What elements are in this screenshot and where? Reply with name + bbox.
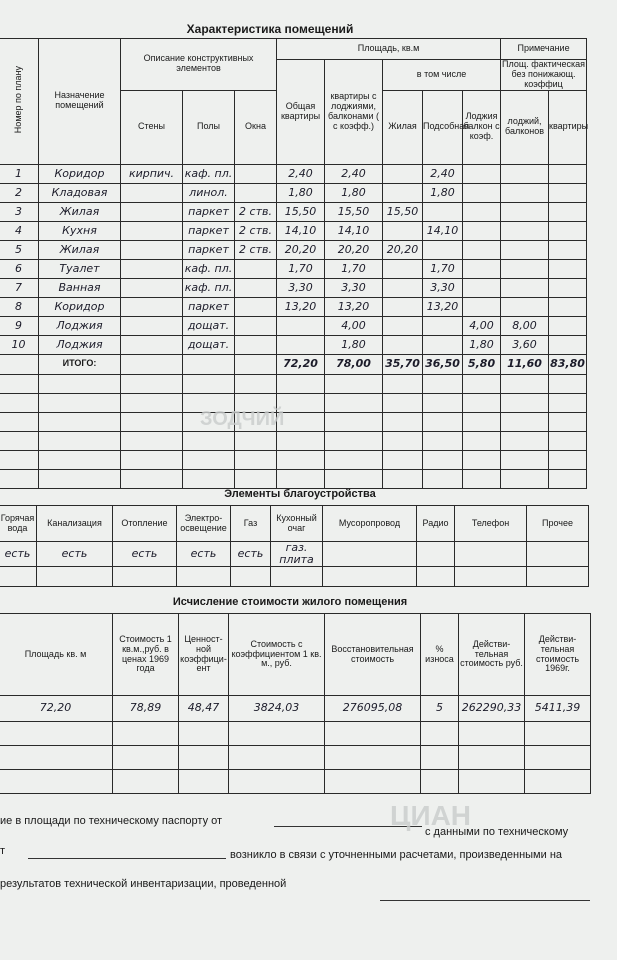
room-cell-name: Кухня: [39, 221, 121, 240]
room-cell-total: 14,10: [277, 221, 325, 240]
room-cell-win: [235, 164, 277, 183]
room-cell-nl: [501, 240, 549, 259]
room-cell-name: Ванная: [39, 278, 121, 297]
room-cell-win: [235, 183, 277, 202]
room-cell-log: [463, 164, 501, 183]
room-cell-aux: 1,70: [423, 259, 463, 278]
amenity-value: есть: [0, 542, 37, 567]
room-cell-total: [277, 316, 325, 335]
room-cell-nf: [549, 259, 587, 278]
room-cell-name: Жилая: [39, 202, 121, 221]
header-walls: Стены: [121, 90, 183, 164]
room-cell-nf: [549, 240, 587, 259]
room-cell-liv: 15,50: [383, 202, 423, 221]
room-cell-liv: [383, 164, 423, 183]
room-cell-walls: [121, 221, 183, 240]
header-living: Жилая: [383, 90, 423, 164]
room-cell-nf: [549, 164, 587, 183]
room-cell-nl: [501, 297, 549, 316]
room-cell-liv: [383, 335, 423, 354]
cost-value: 3824,03: [229, 696, 325, 722]
header-incl: в том числе: [383, 60, 501, 91]
room-cell-aux: 14,10: [423, 221, 463, 240]
room-cell-nf: [549, 335, 587, 354]
room-cell-total: 1,80: [277, 183, 325, 202]
amenity-header: Мусоропровод: [323, 506, 417, 542]
room-cell-aux: [423, 240, 463, 259]
room-row: [0, 183, 587, 202]
room-cell-win: [235, 278, 277, 297]
footer-line2a: т: [0, 845, 6, 857]
cost-value: 78,89: [113, 696, 179, 722]
room-cell-floor: каф. пл.: [183, 164, 235, 183]
room-cell-walls: [121, 202, 183, 221]
room-cell-walls: [121, 297, 183, 316]
footer-line3: результатов технической инвентаризации, проведенной: [0, 878, 287, 890]
room-cell-wb: 4,00: [325, 316, 383, 335]
amenity-header: Телефон: [455, 506, 527, 542]
cost-header: Стоимость с коэффициентом 1 кв. м., руб.: [229, 614, 325, 696]
room-cell-wb: 2,40: [325, 164, 383, 183]
room-cell-wb: 1,70: [325, 259, 383, 278]
footer-line1b: с данными по техническому: [425, 826, 569, 838]
section2-title: Элементы благоустройства: [224, 488, 376, 500]
room-cell-n: 4: [0, 221, 39, 240]
amenity-value: есть: [37, 542, 113, 567]
room-cell-win: [235, 297, 277, 316]
room-cell-win: [235, 316, 277, 335]
cost-header: Стоимость 1 кв.м.,руб. в ценах 1969 года: [113, 614, 179, 696]
room-cell-total: 13,20: [277, 297, 325, 316]
room-cell-liv: [383, 297, 423, 316]
section3-title: Исчисление стоимости жилого помещения: [172, 596, 408, 608]
amenity-header: Горячая вода: [0, 506, 37, 542]
room-cell-n: 9: [0, 316, 39, 335]
room-cell-nl: 3,60: [501, 335, 549, 354]
room-cell-nf: [549, 316, 587, 335]
room-cell-win: 2 ств.: [235, 202, 277, 221]
amenity-header: Электро-освещение: [177, 506, 231, 542]
room-cell-walls: [121, 316, 183, 335]
room-cell-aux: [423, 335, 463, 354]
room-cell-log: [463, 240, 501, 259]
room-cell-name: Коридор: [39, 297, 121, 316]
room-row: [0, 335, 587, 354]
cost-value: 48,47: [179, 696, 229, 722]
room-cell-floor: паркет: [183, 221, 235, 240]
room-cell-nl: [501, 278, 549, 297]
amenities-table: [0, 505, 589, 587]
room-cell-floor: каф. пл.: [183, 278, 235, 297]
room-cell-walls: [121, 278, 183, 297]
room-cell-walls: [121, 259, 183, 278]
room-cell-liv: [383, 278, 423, 297]
room-cell-n: 2: [0, 183, 39, 202]
room-cell-liv: [383, 316, 423, 335]
room-cell-n: 8: [0, 297, 39, 316]
room-cell-floor: паркет: [183, 297, 235, 316]
footer-blank-2: [28, 858, 226, 859]
header-num: Номер по плану: [0, 39, 39, 165]
amenity-value: [417, 542, 455, 567]
room-row: [0, 259, 587, 278]
cost-table: [0, 613, 591, 794]
amenity-header: Прочее: [527, 506, 589, 542]
room-cell-total: 20,20: [277, 240, 325, 259]
header-note-flat: квартиры: [549, 90, 587, 164]
totals-row: ИТОГО: 72,20 78,00 35,70 36,50 5,80 11,60 83,80: [0, 354, 587, 374]
header-note: Примечание: [501, 39, 587, 60]
room-cell-name: Туалет: [39, 259, 121, 278]
room-cell-aux: 3,30: [423, 278, 463, 297]
room-row: [0, 240, 587, 259]
cost-header: Восстановительная стоимость: [325, 614, 421, 696]
room-cell-name: Лоджия: [39, 335, 121, 354]
footer-blank-3: [380, 900, 590, 901]
room-cell-log: [463, 278, 501, 297]
room-cell-total: 3,30: [277, 278, 325, 297]
cost-header: Действи-тельная стоимость руб.: [459, 614, 525, 696]
room-cell-log: [463, 221, 501, 240]
room-cell-n: 5: [0, 240, 39, 259]
room-cell-aux: 2,40: [423, 164, 463, 183]
cost-header: % износа: [421, 614, 459, 696]
footer-line1: ие в площади по техническому паспорту от: [0, 815, 223, 827]
header-struct: Описание конструктивных элементов: [121, 39, 277, 91]
section1-title: Характеристика помещений: [186, 22, 354, 36]
header-with-balc: квартиры с лоджиями, балконами ( с коэфф.): [325, 60, 383, 165]
header-area: Площадь, кв.м: [277, 39, 501, 60]
room-cell-wb: 1,80: [325, 183, 383, 202]
room-cell-win: 2 ств.: [235, 240, 277, 259]
room-cell-floor: паркет: [183, 240, 235, 259]
room-cell-n: 3: [0, 202, 39, 221]
watermark-zodchiy: ЗОДЧИЙ: [200, 408, 285, 430]
room-cell-total: 2,40: [277, 164, 325, 183]
room-cell-aux: [423, 316, 463, 335]
cost-value: 5: [421, 696, 459, 722]
room-cell-nl: [501, 164, 549, 183]
amenity-header: Канализация: [37, 506, 113, 542]
room-cell-nf: [549, 202, 587, 221]
room-cell-nf: [549, 297, 587, 316]
room-cell-nl: 8,00: [501, 316, 549, 335]
rooms-table: [0, 38, 587, 489]
room-cell-floor: каф. пл.: [183, 259, 235, 278]
room-row: [0, 316, 587, 335]
room-cell-total: [277, 335, 325, 354]
room-cell-win: [235, 335, 277, 354]
room-cell-liv: [383, 221, 423, 240]
room-cell-n: 6: [0, 259, 39, 278]
footer-line2b: возникло в связи с уточненными расчетами, произведенными на: [230, 849, 563, 861]
room-cell-log: [463, 202, 501, 221]
header-aux: Подсобная: [423, 90, 463, 164]
room-cell-log: 1,80: [463, 335, 501, 354]
amenity-header: Кухонный очаг: [271, 506, 323, 542]
room-row: [0, 221, 587, 240]
room-cell-nl: [501, 183, 549, 202]
room-cell-liv: [383, 259, 423, 278]
cost-value: 276095,08: [325, 696, 421, 722]
cost-header: Ценност-ной коэффици-ент: [179, 614, 229, 696]
amenity-value: [455, 542, 527, 567]
room-cell-aux: 1,80: [423, 183, 463, 202]
room-cell-aux: [423, 202, 463, 221]
room-cell-total: 15,50: [277, 202, 325, 221]
room-cell-wb: 15,50: [325, 202, 383, 221]
room-cell-log: [463, 297, 501, 316]
amenity-value: есть: [231, 542, 271, 567]
amenity-header: Отопление: [113, 506, 177, 542]
room-cell-name: Лоджия: [39, 316, 121, 335]
room-cell-liv: 20,20: [383, 240, 423, 259]
room-cell-name: Жилая: [39, 240, 121, 259]
cost-header: Площадь кв. м: [0, 614, 113, 696]
header-total: Общая квартиры: [277, 60, 325, 165]
room-cell-nf: [549, 183, 587, 202]
header-loggia: Лоджия балкон с коэф.: [463, 90, 501, 164]
cost-header: Действи-тельная стоимость 1969г.: [525, 614, 591, 696]
room-cell-walls: [121, 240, 183, 259]
room-cell-floor: дощат.: [183, 316, 235, 335]
amenity-value: есть: [177, 542, 231, 567]
room-cell-win: [235, 259, 277, 278]
room-cell-floor: дощат.: [183, 335, 235, 354]
room-cell-walls: кирпич.: [121, 164, 183, 183]
room-cell-nl: [501, 259, 549, 278]
cost-value: 72,20: [0, 696, 113, 722]
header-note-sub: Площ. фактическая без понижающ. коэффиц: [502, 59, 586, 89]
room-cell-wb: 20,20: [325, 240, 383, 259]
room-cell-walls: [121, 335, 183, 354]
room-cell-floor: линол.: [183, 183, 235, 202]
amenity-value: газ. плита: [271, 542, 323, 567]
room-cell-name: Кладовая: [39, 183, 121, 202]
room-cell-n: 10: [0, 335, 39, 354]
room-row: [0, 278, 587, 297]
header-purpose: Назначение помещений: [39, 39, 121, 165]
amenity-value: [323, 542, 417, 567]
room-cell-n: 1: [0, 164, 39, 183]
room-row: [0, 164, 587, 183]
room-cell-win: 2 ств.: [235, 221, 277, 240]
room-cell-nl: [501, 221, 549, 240]
room-cell-aux: 13,20: [423, 297, 463, 316]
room-cell-nf: [549, 221, 587, 240]
amenity-header: Радио: [417, 506, 455, 542]
room-cell-total: 1,70: [277, 259, 325, 278]
room-cell-nf: [549, 278, 587, 297]
header-floors: Полы: [183, 90, 235, 164]
room-row: [0, 202, 587, 221]
header-note-loggia: лоджий, балконов: [501, 90, 549, 164]
room-cell-wb: 3,30: [325, 278, 383, 297]
room-cell-nl: [501, 202, 549, 221]
amenity-header: Газ: [231, 506, 271, 542]
room-cell-n: 7: [0, 278, 39, 297]
room-cell-liv: [383, 183, 423, 202]
room-cell-wb: 13,20: [325, 297, 383, 316]
watermark-cian: ЦИАН: [390, 800, 472, 831]
cost-value: 5411,39: [525, 696, 591, 722]
amenity-value: [527, 542, 589, 567]
room-cell-name: Коридор: [39, 164, 121, 183]
room-cell-log: [463, 259, 501, 278]
room-row: [0, 297, 587, 316]
cost-value: 262290,33: [459, 696, 525, 722]
room-cell-wb: 14,10: [325, 221, 383, 240]
room-cell-wb: 1,80: [325, 335, 383, 354]
header-windows: Окна: [235, 90, 277, 164]
amenity-value: есть: [113, 542, 177, 567]
room-cell-log: [463, 183, 501, 202]
room-cell-walls: [121, 183, 183, 202]
room-cell-log: 4,00: [463, 316, 501, 335]
room-cell-floor: паркет: [183, 202, 235, 221]
